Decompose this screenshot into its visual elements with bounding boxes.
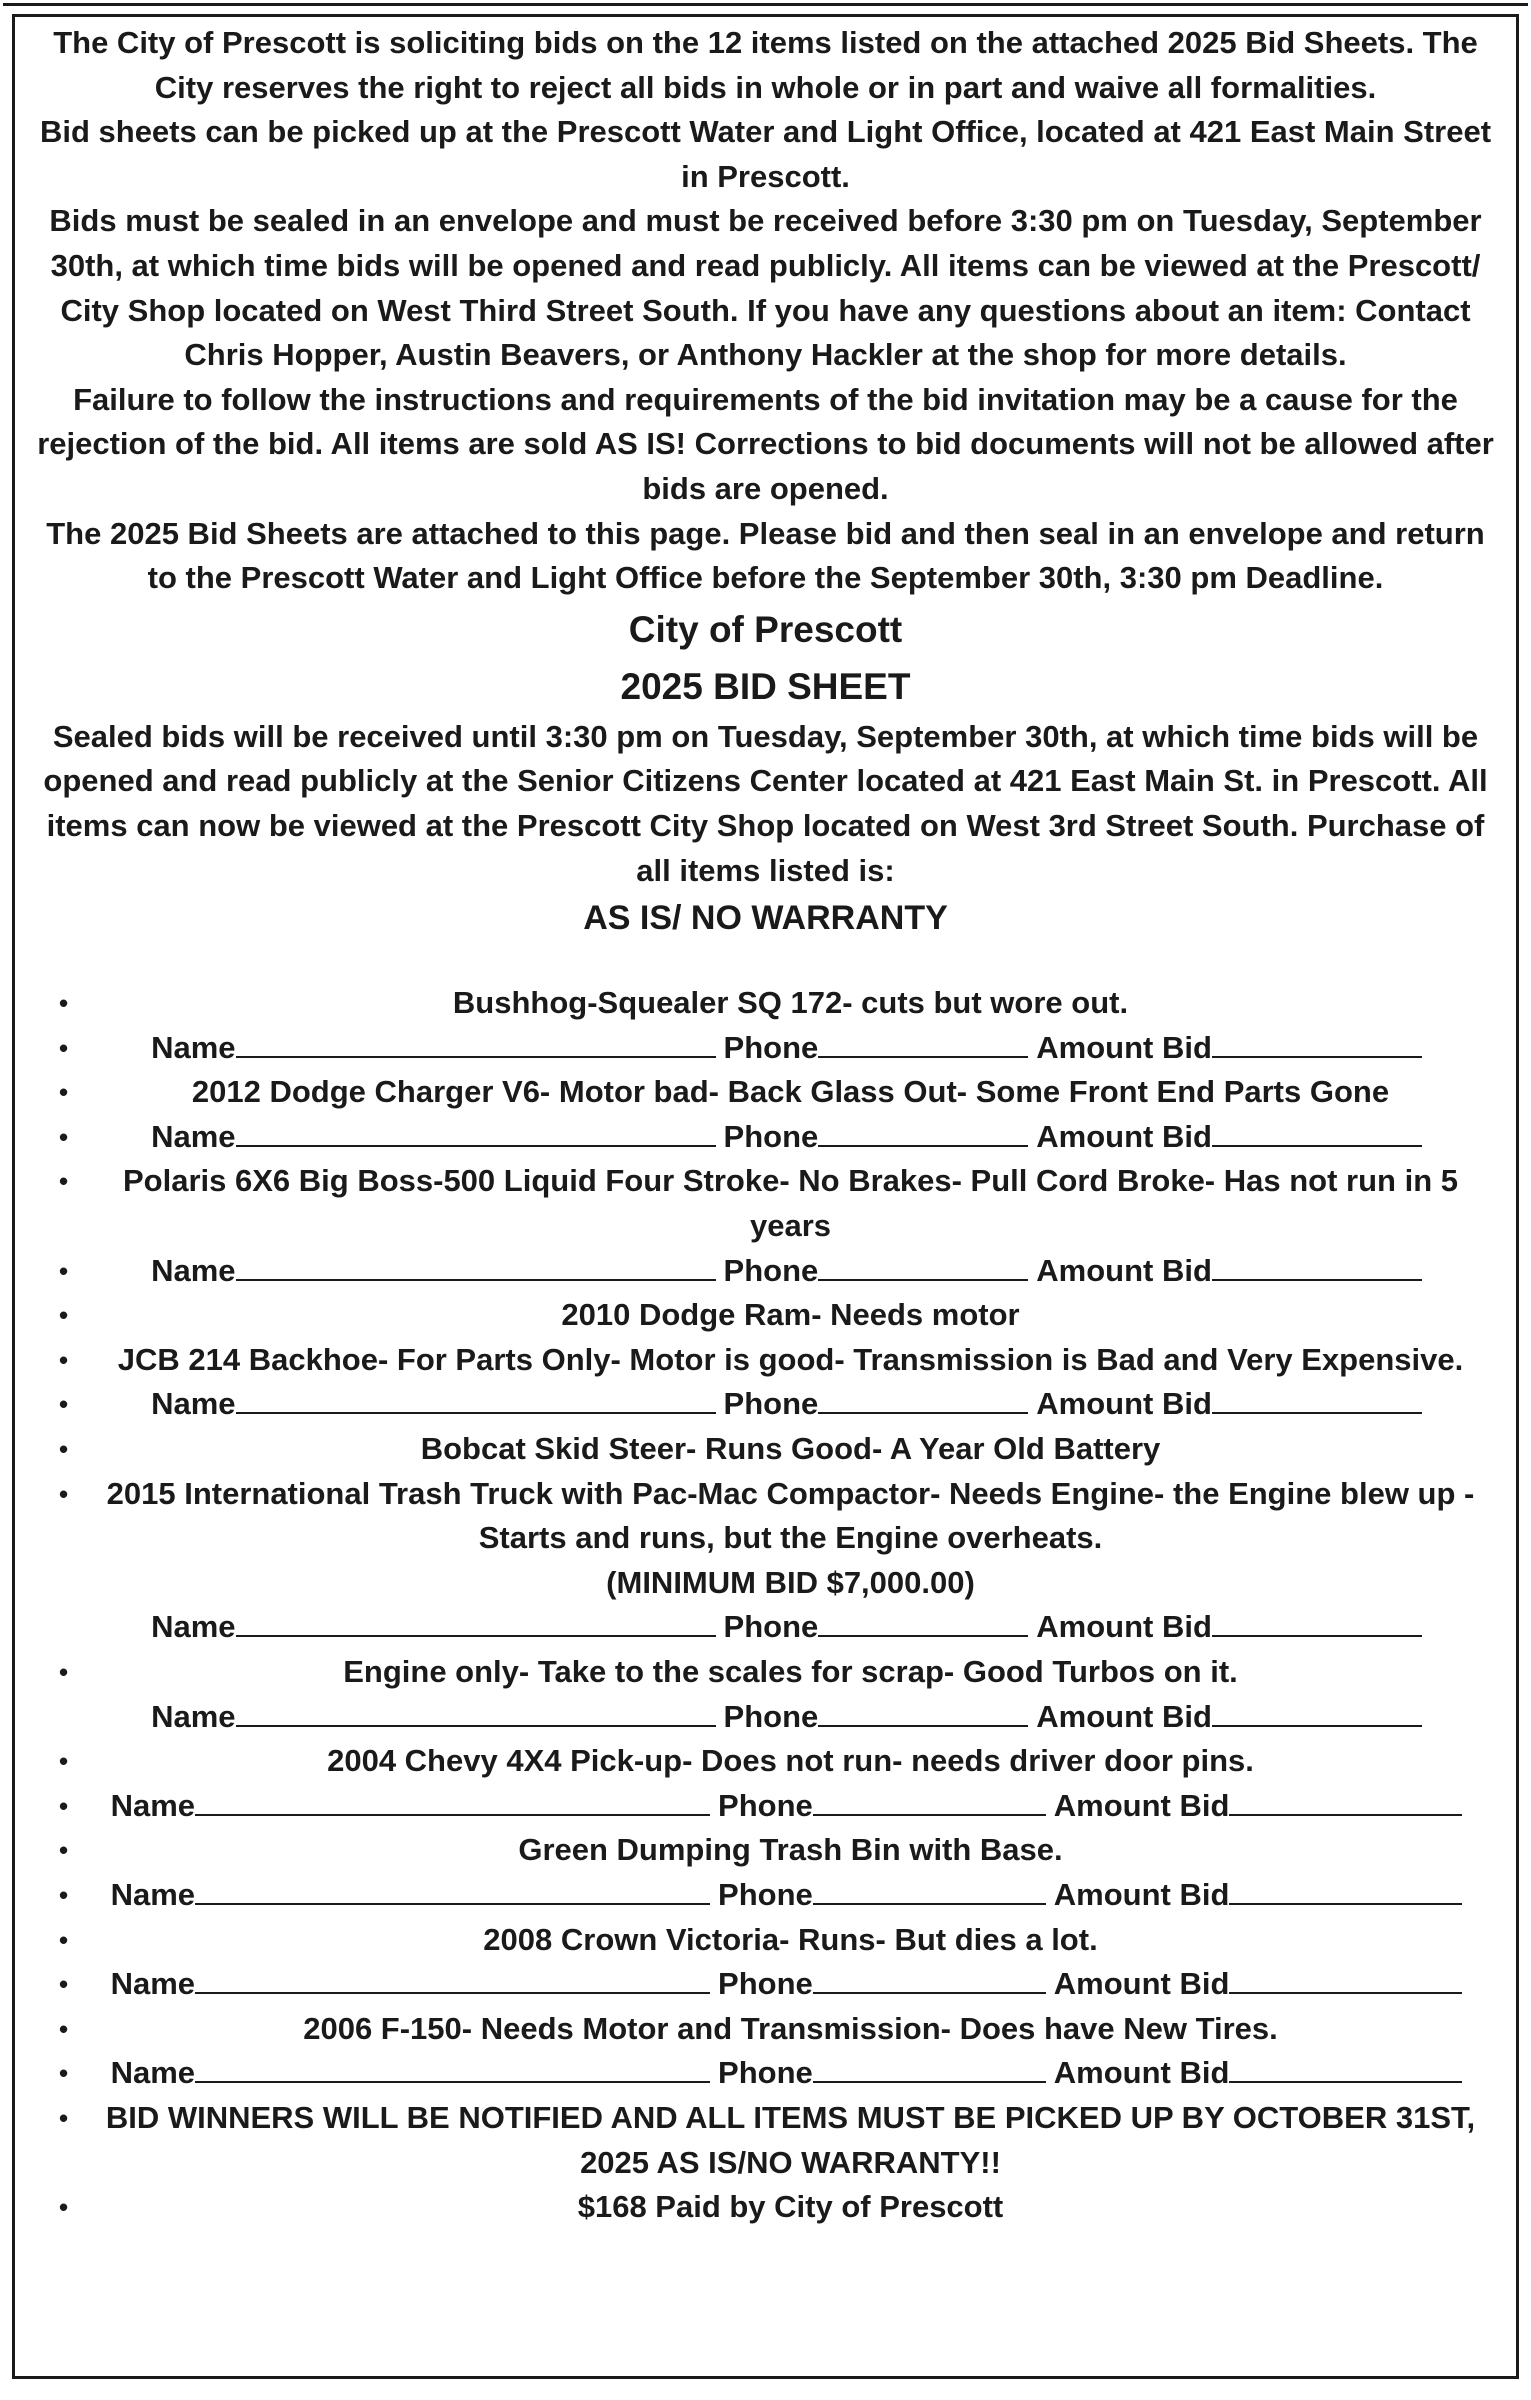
bid-entry-line[interactable] <box>15 1873 1516 1918</box>
intro-paragraph: Bids must be sealed in an envelope and must be received before 3:30 pm on Tuesday, September 30th, at which time bids will be opened and read publicly. All items can be viewed at the Prescott/ City Shop located on West Third Street South. If you have any questions about an item: Contact Chris Hopper, Austin Beavers, or Anthony Hackler at the shop for more details. <box>49 203 1482 373</box>
amount-label: Amount Bid <box>1036 1609 1212 1645</box>
name-label: Name <box>151 1029 236 1065</box>
amount-blank[interactable] <box>1212 1609 1422 1637</box>
bid-entry-line[interactable] <box>15 2051 1516 2096</box>
name-label: Name <box>151 1118 236 1154</box>
bid-entry-line[interactable] <box>15 1695 1516 1740</box>
name-label: Name <box>110 1876 196 1912</box>
name-label: Name <box>151 1252 236 1288</box>
bid-notice-page <box>12 14 1519 2379</box>
amount-blank[interactable] <box>1212 1030 1422 1058</box>
name-blank[interactable] <box>195 1788 710 1816</box>
name-blank[interactable] <box>236 1699 716 1727</box>
bid-item: • 2010 Dodge Ram- Needs motor <box>15 1293 1516 1338</box>
phone-label: Phone <box>723 1029 819 1065</box>
bid-entry-line[interactable] <box>15 1784 1516 1829</box>
amount-blank[interactable] <box>1212 1119 1422 1147</box>
name-label: Name <box>151 1386 236 1422</box>
phone-blank[interactable] <box>818 1253 1028 1281</box>
bid-item: • 2015 International Trash Truck with Pac-Mac Compactor- Needs Engine- the Engine blew up -Starts and runs, but the Engine overheats. <box>15 1472 1516 1561</box>
bid-item-list <box>15 943 1516 2230</box>
phone-label: Phone <box>723 1118 819 1154</box>
amount-label: Amount Bid <box>1036 1118 1212 1154</box>
paid-by-notice: • $168 Paid by City of Prescott <box>15 2185 1516 2230</box>
amount-label: Amount Bid <box>1036 1698 1212 1734</box>
phone-blank[interactable] <box>818 1386 1028 1414</box>
bid-item: • JCB 214 Backhoe- For Parts Only- Motor is good- Transmission is Bad and Very Expensive. <box>15 1338 1516 1383</box>
bid-item: • Green Dumping Trash Bin with Base. <box>15 1828 1516 1873</box>
name-blank[interactable] <box>236 1609 716 1637</box>
name-label: Name <box>110 1787 196 1823</box>
intro-paragraph: Bid sheets can be picked up at the Prescott Water and Light Office, located at 421 East Main Street in Prescott. <box>39 114 1492 194</box>
intro-paragraph: The 2025 Bid Sheets are attached to this page. Please bid and then seal in an envelope and return to the Prescott Water and Light Office before the September 30th, 3:30 pm Deadline. <box>46 515 1485 596</box>
phone-blank[interactable] <box>818 1609 1028 1637</box>
amount-label: Amount Bid <box>1036 1252 1212 1288</box>
phone-label: Phone <box>718 1966 813 2002</box>
closing-notice: • BID WINNERS WILL BE NOTIFIED AND ALL ITEMS MUST BE PICKED UP BY OCTOBER 31ST, 2025 AS IS/NO WARRANTY!! <box>15 2096 1516 2185</box>
amount-blank[interactable] <box>1212 1386 1422 1414</box>
amount-label: Amount Bid <box>1053 1876 1230 1912</box>
bid-item: • 2012 Dodge Charger V6- Motor bad- Back Glass Out- Some Front End Parts Gone <box>15 1070 1516 1115</box>
amount-label: Amount Bid <box>1053 1787 1230 1823</box>
intro-paragraph: The City of Prescott is soliciting bids on the 12 items listed on the attached 2025 Bid Sheets. The City reserves the right to reject all bids in whole or in part and waive all formalities. <box>53 25 1478 105</box>
bid-entry-line[interactable] <box>15 1115 1516 1160</box>
bid-entry-line[interactable] <box>15 1605 1516 1650</box>
bid-item: • Polaris 6X6 Big Boss-500 Liquid Four Stroke- No Brakes- Pull Cord Broke- Has not run in 5 years <box>15 1159 1516 1248</box>
name-blank[interactable] <box>236 1119 716 1147</box>
minimum-bid: (MINIMUM BID $7,000.00) <box>606 1564 975 1600</box>
name-blank[interactable] <box>236 1253 716 1281</box>
bid-item: • 2004 Chevy 4X4 Pick-up- Does not run- needs driver door pins. <box>15 1739 1516 1784</box>
warranty-heading: AS IS/ NO WARRANTY <box>583 899 948 938</box>
phone-blank[interactable] <box>813 2055 1046 2083</box>
name-blank[interactable] <box>195 1966 710 1994</box>
amount-label: Amount Bid <box>1036 1029 1212 1065</box>
amount-label: Amount Bid <box>1036 1386 1212 1422</box>
bid-entry-line[interactable] <box>15 1249 1516 1294</box>
phone-label: Phone <box>723 1386 819 1422</box>
name-label: Name <box>151 1609 236 1645</box>
bid-item: • Bushhog-Squealer SQ 172- cuts but wore out. <box>15 981 1516 1026</box>
bid-item: • Bobcat Skid Steer- Runs Good- A Year Old Battery <box>15 1427 1516 1472</box>
bid-item: • Engine only- Take to the scales for scrap- Good Turbos on it. <box>15 1650 1516 1695</box>
name-blank[interactable] <box>195 1877 710 1905</box>
phone-label: Phone <box>723 1252 819 1288</box>
phone-blank[interactable] <box>813 1877 1046 1905</box>
name-blank[interactable] <box>236 1030 716 1058</box>
intro-paragraph: Failure to follow the instructions and requirements of the bid invitation may be a cause for the rejection of the bid. All items are sold AS IS! Corrections to bid documents will not be allowed after bids are opened. <box>37 381 1494 506</box>
amount-blank[interactable] <box>1212 1253 1422 1281</box>
name-label: Name <box>151 1698 236 1734</box>
intro-section <box>15 17 1516 601</box>
phone-label: Phone <box>723 1609 819 1645</box>
name-label: Name <box>110 2055 196 2091</box>
phone-blank[interactable] <box>818 1119 1028 1147</box>
bid-item: • 2006 F-150- Needs Motor and Transmission- Does have New Tires. <box>15 2007 1516 2052</box>
city-heading: City of Prescott <box>628 608 903 650</box>
amount-blank[interactable] <box>1212 1699 1422 1727</box>
phone-blank[interactable] <box>813 1788 1046 1816</box>
bid-item: • 2008 Crown Victoria- Runs- But dies a lot. <box>15 1918 1516 1963</box>
sealed-bids-notice: Sealed bids will be received until 3:30 pm on Tuesday, September 30th, at which time bids will be opened and read publicly at the Senior Citizens Center located at 421 East Main St. in Prescott. All items can now be viewed at the Prescott City Shop located on West 3rd Street South. Purchase of all items listed is: <box>43 718 1488 888</box>
amount-blank[interactable] <box>1229 1966 1462 1994</box>
phone-blank[interactable] <box>818 1030 1028 1058</box>
bid-entry-line[interactable] <box>15 1962 1516 2007</box>
name-blank[interactable] <box>195 2055 710 2083</box>
name-blank[interactable] <box>236 1386 716 1414</box>
amount-blank[interactable] <box>1229 2055 1462 2083</box>
bid-sheet-heading: 2025 BID SHEET <box>620 665 911 707</box>
phone-blank[interactable] <box>818 1699 1028 1727</box>
amount-label: Amount Bid <box>1053 2055 1230 2091</box>
phone-label: Phone <box>718 1787 813 1823</box>
bid-entry-line[interactable] <box>15 1026 1516 1071</box>
phone-label: Phone <box>718 2055 813 2091</box>
amount-blank[interactable] <box>1229 1877 1462 1905</box>
amount-blank[interactable] <box>1229 1788 1462 1816</box>
bid-entry-line[interactable] <box>15 1382 1516 1427</box>
phone-label: Phone <box>718 1876 813 1912</box>
phone-label: Phone <box>723 1698 819 1734</box>
amount-label: Amount Bid <box>1053 1966 1230 2002</box>
phone-blank[interactable] <box>813 1966 1046 1994</box>
name-label: Name <box>110 1966 196 2002</box>
